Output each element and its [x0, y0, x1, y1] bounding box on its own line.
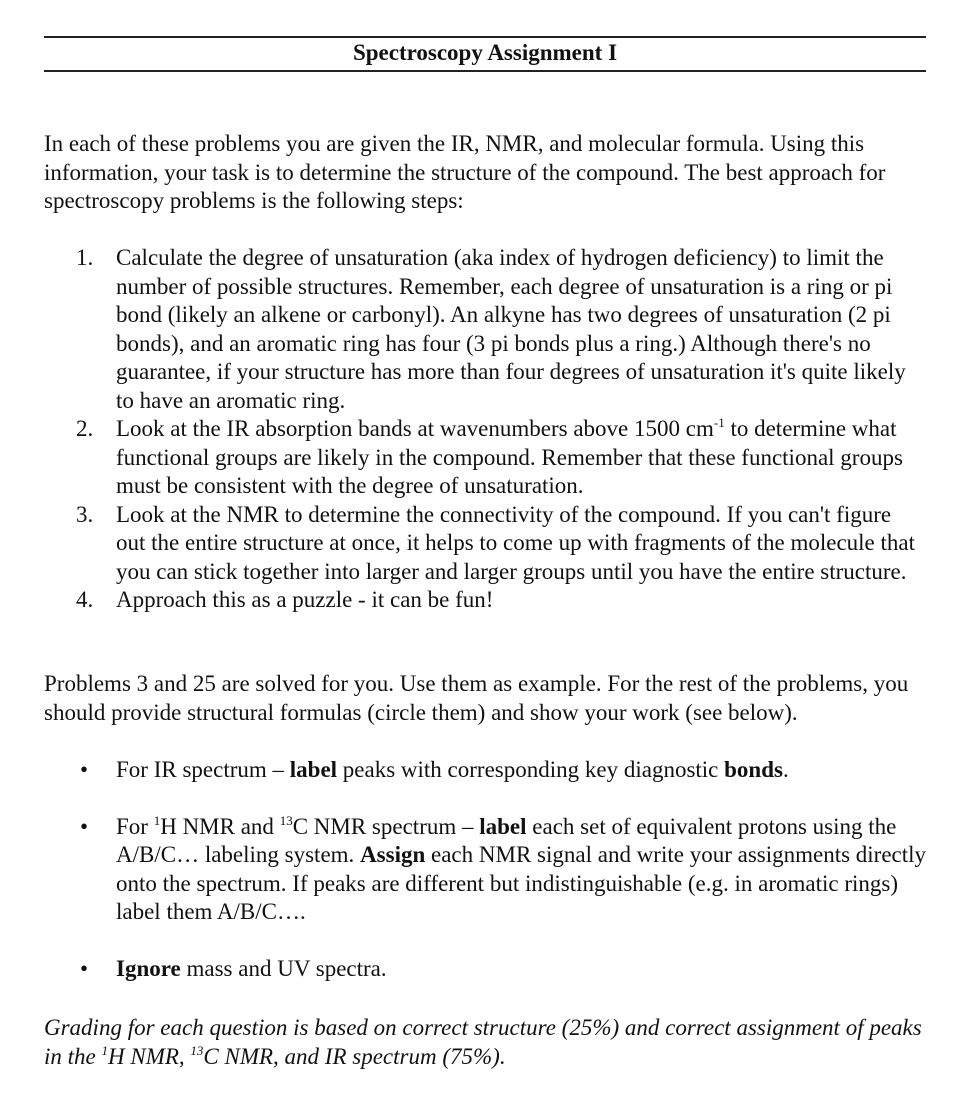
bullet-dot: •	[80, 757, 89, 782]
bold-text: Ignore	[116, 955, 181, 981]
step-text: to determine what functional groups are likely in the compound. Remember that these functional groups must be consistent with the degree of unsaturation.	[116, 416, 903, 498]
grading-text: H NMR,	[108, 1043, 191, 1069]
superscript: 13	[279, 812, 293, 828]
list-item	[76, 586, 926, 615]
list-item	[76, 415, 926, 501]
bullet-text: H NMR and	[160, 813, 280, 839]
step-text: Calculate the degree of unsaturation (aka index of hydrogen deficiency) to limit the number of possible structures. Remember, each degree of unsaturation is a ring or pi bond (likely an alkene or carbonyl). An alkyne has two degrees of unsaturation (2 pi bonds), and an aromatic ring has four (3 pi bonds plus a ring.) Although there's no guarantee, if your structure has more than four degrees of unsaturation it's quite likely to have an aromatic ring.	[116, 245, 906, 413]
bullet-dot: •	[80, 955, 89, 981]
grading-paragraph	[44, 1014, 934, 1071]
bullet-text: For IR spectrum –	[116, 757, 290, 782]
step-number: 1.	[76, 245, 94, 270]
document-title: Spectroscopy Assignment I	[352, 40, 618, 65]
step-number: 3.	[76, 501, 94, 527]
bullet-dot: •	[80, 813, 89, 839]
bullet-text: For	[116, 813, 154, 839]
bullet-text: each NMR signal and write your assignments directly onto the spectrum. If peaks are different but indistinguishable (e.g. in aromatic rings) label them A/B/C….	[116, 842, 927, 924]
intro-paragraph: In each of these problems you are given the IR, NMR, and molecular formula. Using this information, your task is to determine the structure of the compound. The best approach for spectroscopy problems is the following steps:	[44, 131, 886, 213]
bold-text: label	[289, 757, 338, 782]
bullet-text: mass and UV spectra.	[180, 955, 387, 981]
superscript: 1	[101, 1042, 108, 1058]
step-text: Approach this as a puzzle - it can be fun!	[116, 587, 494, 612]
bold-text: Assign	[360, 842, 426, 867]
superscript: -1	[713, 415, 725, 430]
bullet-text: C NMR spectrum –	[292, 813, 480, 839]
list-item	[80, 813, 930, 927]
bold-text: label	[479, 813, 527, 839]
list-item	[80, 955, 930, 984]
bullet-text: .	[782, 757, 789, 782]
bold-text: bonds	[724, 757, 783, 782]
list-item	[76, 244, 926, 415]
problems-paragraph: Problems 3 and 25 are solved for you. Use them as example. For the rest of the problems, you should provide structural formulas (circle them) and show your work (see below).	[44, 671, 909, 725]
list-item	[80, 756, 930, 785]
superscript: 13	[190, 1042, 204, 1058]
grading-text: Grading for each question is based on correct structure (25%) and correct assignment of peaks in the	[44, 1015, 922, 1069]
bullet-list	[80, 756, 930, 1011]
bullet-text: peaks with corresponding key diagnostic	[337, 757, 725, 782]
title-underline-rule	[44, 70, 926, 72]
step-number: 2.	[76, 416, 94, 441]
superscript: 1	[153, 812, 161, 828]
step-text: Look at the NMR to determine the connectivity of the compound. If you can't figure out the entire structure at once, it helps to come up with fragments of the molecule that you can stick together into larger and larger groups until you have the entire structure.	[116, 501, 916, 584]
bullet-text: each set of equivalent protons using the A/B/C… labeling system.	[116, 813, 897, 867]
steps-list	[76, 244, 926, 615]
step-text: Look at the IR absorption bands at wavenumbers above 1500 cm	[116, 416, 714, 441]
grading-text: C NMR, and IR spectrum (75%).	[203, 1043, 506, 1069]
list-item	[76, 501, 926, 587]
step-number: 4.	[76, 587, 94, 612]
